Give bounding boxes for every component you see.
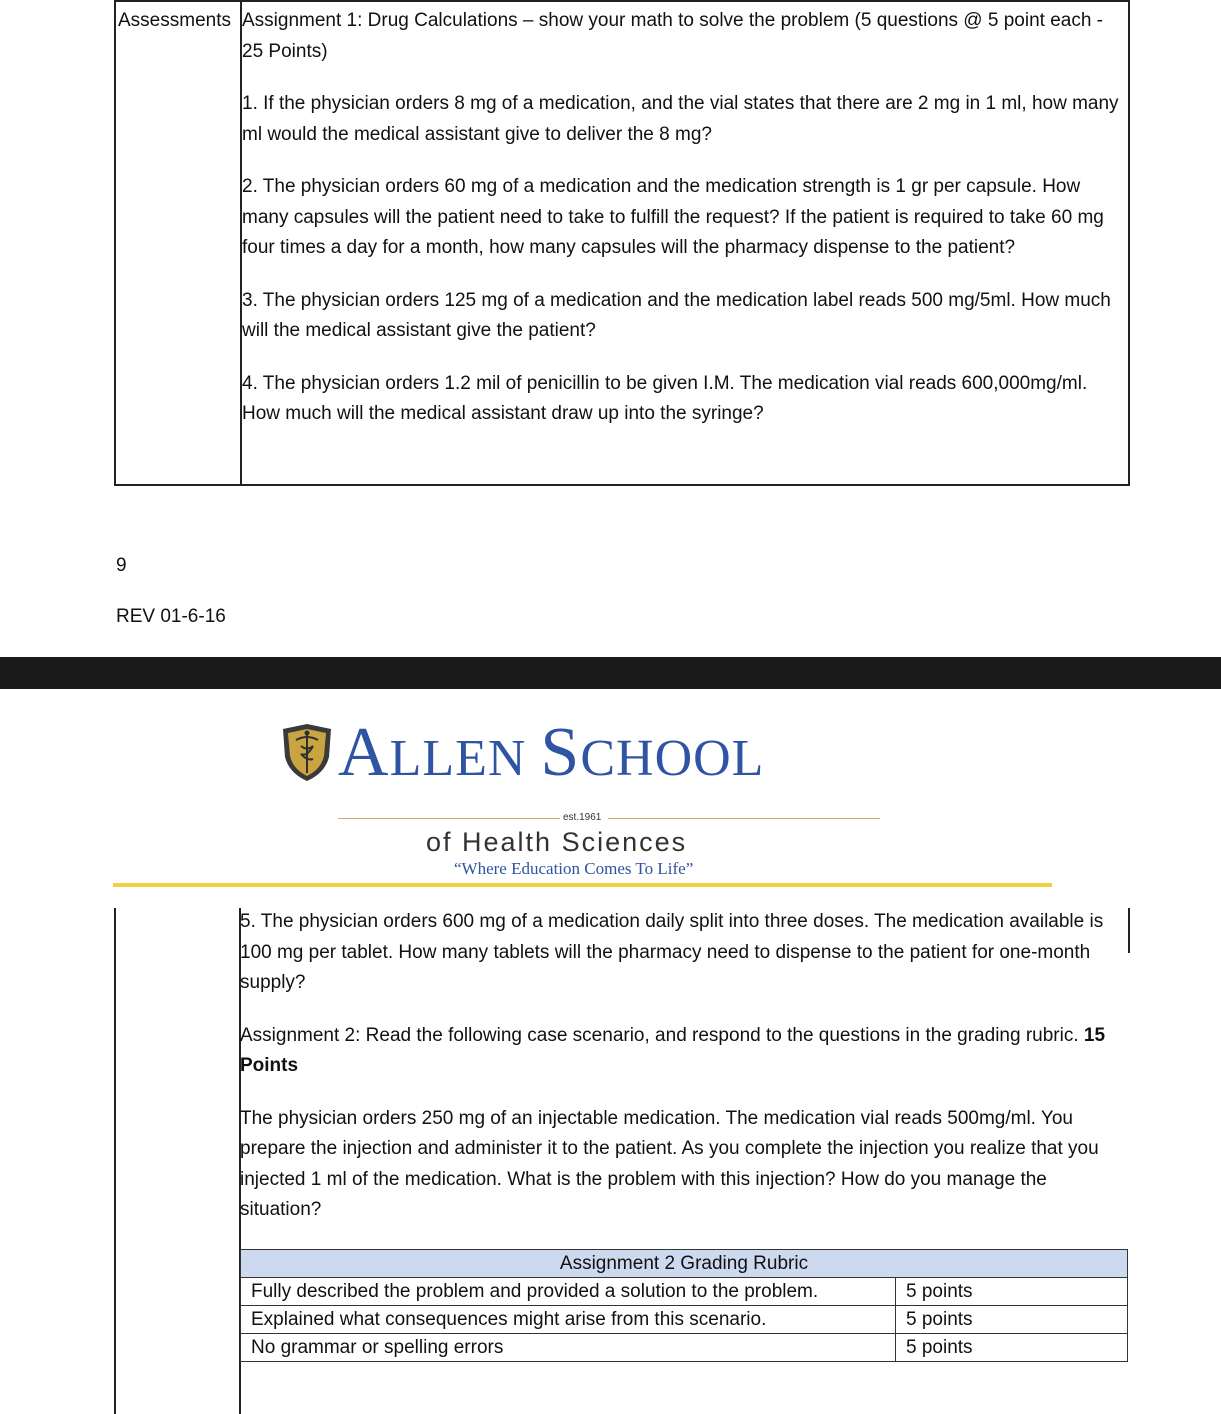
shield-caduceus-icon [280,723,334,783]
rubric-criterion: Fully described the problem and provided a solution to the problem. [241,1278,896,1306]
question-1: 1. If the physician orders 8 mg of a medication, and the vial states that there are 2 mg in 1 ml, how many ml would the medical assistant give to deliver the 8 mg? [242,93,1119,145]
table-row [241,1278,1128,1306]
school-subtitle: of Health Sciences [426,827,688,857]
grading-rubric-table [240,1249,1128,1362]
rubric-points: 5 points [896,1306,1128,1334]
question-5: 5. The physician orders 600 mg of a medication daily split into three doses. The medication available is 100 mg per tablet. How many tablets will the pharmacy need to dispense to the patient for one-month supply? [240,911,1104,993]
question-4: 4. The physician orders 1.2 mil of penicillin to be given I.M. The medication vial reads 600,000mg/ml. How much will the medical assistant draw up into the syringe? [242,372,1088,424]
gold-rule [113,883,1052,887]
assignment1-header: Assignment 1: Drug Calculations – show your math to solve the problem (5 questions @ 5 point each - 25 Points) [242,10,1104,62]
rubric-criterion: Explained what consequences might arise from this scenario. [241,1306,896,1334]
table-border-right [1128,908,1130,953]
page-number: 9 [116,555,127,576]
assignment2-header: Assignment 2: Read the following case scenario, and respond to the questions in the grading rubric. 15 Points [240,1024,1106,1076]
revision-label: REV 01-6-16 [116,606,226,627]
page-margin [1192,0,1221,657]
table-row [241,1306,1128,1334]
rubric-points: 5 points [896,1278,1128,1306]
school-logo [280,714,890,879]
case-scenario: The physician orders 250 mg of an injectable medication. The medication vial reads 500mg/ml. You prepare the injection and administer it to the patient. As you complete the injection you realize that you injected 1 ml of the medication. What is the problem with this injection? How do you manage the situation? [240,1107,1099,1220]
page-divider [0,657,1221,689]
logo-rule-left [338,818,560,819]
brand-name: ALLEN SCHOOL [338,714,765,791]
table-border-left [114,908,116,1414]
assignment1-content [242,6,1124,452]
question-3: 3. The physician orders 125 mg of a medication and the medication label reads 500 mg/5ml. How much will the medical assistant give the patient? [242,289,1111,341]
assessments-label: Assessments [118,10,231,31]
established-year: est.1961 [563,812,602,823]
rubric-criterion: No grammar or spelling errors [241,1334,896,1362]
rubric-title: Assignment 2 Grading Rubric [241,1250,1128,1278]
page2-content [240,907,1128,1248]
question-2: 2. The physician orders 60 mg of a medication and the medication strength is 1 gr per capsule. How many capsules will the patient need to take to fulfill the request? If the patient is required to take 60 mg four times a day for a month, how many capsules will the pharmacy dispense to the patient? [242,176,1104,258]
assignment2-points: 15 Points [240,1024,1106,1076]
page-10 [0,689,1192,1414]
logo-rule-right [608,818,880,819]
table-row [241,1334,1128,1362]
tagline: “Where Education Comes To Life” [454,859,694,878]
rubric-points: 5 points [896,1334,1128,1362]
page-9 [0,0,1192,657]
assessments-table [114,0,1130,486]
